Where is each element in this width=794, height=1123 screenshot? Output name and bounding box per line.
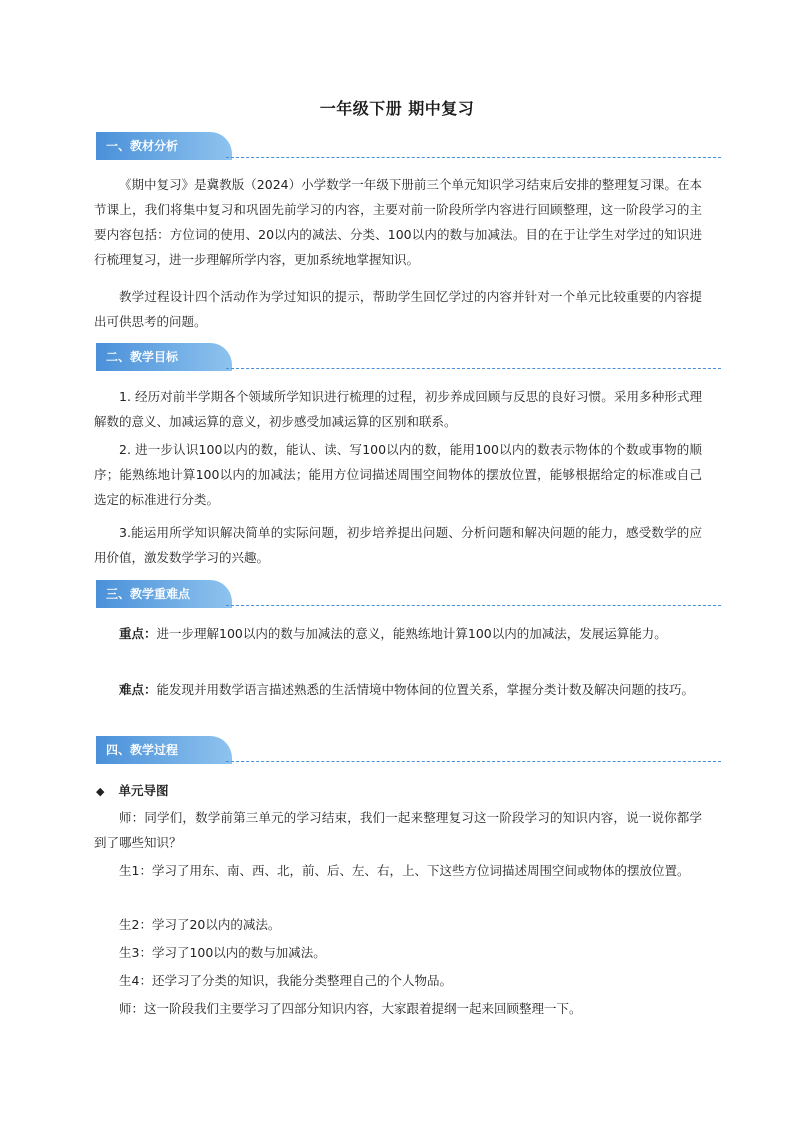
section-heading: 三、教学重难点 [96, 580, 232, 608]
section-heading: 二、教学目标 [96, 343, 232, 371]
focus-label: 重点： [119, 626, 157, 641]
difficulty-label: 难点： [119, 682, 157, 697]
section-header-analysis [96, 132, 721, 162]
dashed-divider [226, 157, 721, 158]
goal-1: 1. 经历对前半学期各个领域所学知识进行梳理的过程，初步养成回顾与反思的良好习惯。采用多种形式理解数的意义、加减运算的意义，初步感受加减运算的区别和联系。 [94, 389, 702, 429]
section-heading: 四、教学过程 [96, 736, 232, 764]
subheading-line [96, 781, 168, 802]
dialogue-line: 生3：学习了100以内的数与加减法。 [119, 945, 326, 960]
goal-3: 3.能运用所学知识解决简单的实际问题，初步培养提出问题、分析问题和解决问题的能力，感受数学的应用价值，激发数学学习的兴趣。 [94, 525, 702, 565]
analysis-paragraph-1: 《期中复习》是冀教版（2024）小学数学一年级下册前三个单元知识学习结束后安排的整理复习课。在本节课上，我们将集中复习和巩固先前学习的内容，主要对前一阶段所学内容进行回顾整理，这一阶段学习的主要内容包括：方位词的使用、20以内的减法、分类、100以内的数与加减法。目的在于让学生对学过的知识进行梳理复习，进一步理解所学内容，更加系统地掌握知识。 [94, 177, 702, 267]
focus-text: 进一步理解100以内的数与加减法的意义，能熟练地计算100以内的加减法，发展运算能力。 [156, 626, 667, 641]
dialogue-line: 师：同学们，数学前第三单元的学习结束，我们一起来整理复习这一阶段学习的知识内容，说一说你都学到了哪些知识？ [94, 810, 702, 850]
dialogue-line: 生4：还学习了分类的知识，我能分类整理自己的个人物品。 [119, 973, 452, 988]
difficulty-text: 能发现并用数学语言描述熟悉的生活情境中物体间的位置关系，掌握分类计数及解决问题的技巧。 [156, 682, 695, 697]
section-header-key-points [96, 580, 721, 610]
dialogue-line: 师：这一阶段我们主要学习了四部分知识内容，大家跟着提纲一起来回顾整理一下。 [119, 1001, 582, 1016]
diamond-bullet-icon: ◆ [96, 785, 105, 798]
analysis-paragraph-2: 教学过程设计四个活动作为学过知识的提示，帮助学生回忆学过的内容并针对一个单元比较重要的内容提出可供思考的问题。 [94, 289, 702, 329]
dialogue-line: 生1：学习了用东、南、西、北，前、后、左、右，上、下这些方位词描述周围空间或物体的摆放位置。 [119, 863, 690, 878]
goal-2: 2. 进一步认识100以内的数，能认、读、写100以内的数，能用100以内的数表示物体的个数或事物的顺序；能熟练地计算100以内的加减法；能用方位词描述周围空间物体的摆放位置，能够根据给定的标准或自己选定的标准进行分类。 [94, 442, 702, 507]
difficulty-paragraph [94, 677, 702, 702]
page-title: 一年级下册 期中复习 [319, 99, 475, 118]
section-header-goals [96, 343, 721, 373]
section-heading: 一、教材分析 [96, 132, 232, 160]
focus-paragraph [94, 621, 702, 646]
section-header-process [96, 736, 721, 766]
dashed-divider [226, 605, 721, 606]
dashed-divider [226, 761, 721, 762]
subheading-text: 单元导图 [118, 783, 169, 798]
dialogue-line: 生2：学习了20以内的减法。 [119, 917, 281, 932]
dashed-divider [226, 368, 721, 369]
